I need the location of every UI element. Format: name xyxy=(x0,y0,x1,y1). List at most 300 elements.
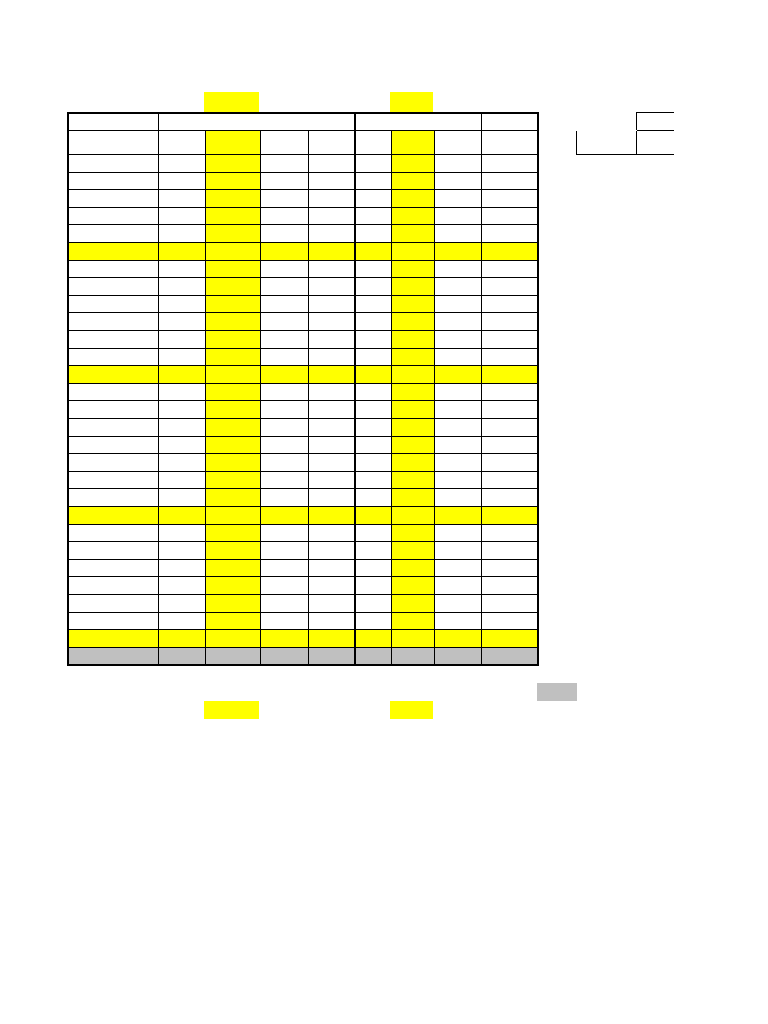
yd-a-cell xyxy=(308,559,355,577)
right-col-q-header xyxy=(637,130,675,154)
yd-b-cell xyxy=(481,313,538,331)
r-a-cell xyxy=(205,225,260,243)
total-md-b xyxy=(434,243,481,261)
yd-b-cell xyxy=(481,594,538,612)
yd-b-cell xyxy=(481,278,538,296)
right-grand-total-band xyxy=(537,683,577,701)
md-a-cell xyxy=(260,489,308,507)
md-b-cell xyxy=(434,419,481,437)
md-a-cell xyxy=(260,155,308,173)
table-row xyxy=(68,155,538,173)
yd-a-cell xyxy=(308,225,355,243)
r-a-cell xyxy=(205,155,260,173)
yd-a-cell xyxy=(308,207,355,225)
q-a-cell xyxy=(158,436,205,454)
q-b-cell xyxy=(355,471,391,489)
q-b-cell xyxy=(355,454,391,472)
q-b-cell xyxy=(355,225,391,243)
md-b-cell xyxy=(434,489,481,507)
r-a-cell xyxy=(205,295,260,313)
grand-total-r-a xyxy=(205,647,260,665)
q-b-cell xyxy=(355,331,391,349)
md-a-cell xyxy=(260,419,308,437)
blank-cell xyxy=(355,383,391,401)
r-b-cell xyxy=(391,207,434,225)
md-b-cell xyxy=(434,348,481,366)
label-row xyxy=(68,260,538,278)
right-header-blank xyxy=(577,113,637,131)
yd-b-cell xyxy=(481,612,538,630)
q-a-cell xyxy=(158,542,205,560)
yd-b-cell xyxy=(481,559,538,577)
blank-r-b-cell xyxy=(391,383,434,401)
blank-cell xyxy=(260,524,308,542)
r-a-cell xyxy=(205,331,260,349)
total-r-b xyxy=(391,506,434,524)
md-a-cell xyxy=(260,542,308,560)
md-b-cell xyxy=(434,225,481,243)
yd-b-cell xyxy=(481,172,538,190)
total-label xyxy=(68,243,158,261)
r-a-cell xyxy=(205,471,260,489)
frequency-cell xyxy=(68,524,158,542)
table-row xyxy=(68,225,538,243)
q-b-cell xyxy=(355,594,391,612)
blank-cell xyxy=(481,260,538,278)
md-b-cell xyxy=(434,207,481,225)
q-b-cell xyxy=(355,207,391,225)
md-a-cell xyxy=(260,594,308,612)
r-b-cell xyxy=(391,295,434,313)
r-b-cell xyxy=(391,278,434,296)
col-q-a-header xyxy=(158,131,205,155)
md-b-cell xyxy=(434,331,481,349)
yd-b-cell xyxy=(481,331,538,349)
yd-b-cell xyxy=(481,436,538,454)
r-b-cell xyxy=(391,594,434,612)
blank-cell xyxy=(158,260,205,278)
r-a-cell xyxy=(205,207,260,225)
blank-cell xyxy=(434,260,481,278)
md-b-cell xyxy=(434,454,481,472)
q-b-cell xyxy=(355,436,391,454)
frequency-cell xyxy=(68,278,158,296)
blank-r-b-cell xyxy=(391,260,434,278)
total-r-a xyxy=(205,630,260,648)
md-a-cell xyxy=(260,225,308,243)
variety-b-r-highlight-bottom xyxy=(390,701,433,719)
q-b-cell xyxy=(355,172,391,190)
table-row xyxy=(68,577,538,595)
table-row xyxy=(68,348,538,366)
blank-r-b-cell xyxy=(391,524,434,542)
md-b-cell xyxy=(434,436,481,454)
md-b-cell xyxy=(434,172,481,190)
frequency-cell xyxy=(68,542,158,560)
grand-total-yd-b xyxy=(481,647,538,665)
r-b-cell xyxy=(391,172,434,190)
blank-cell xyxy=(355,524,391,542)
table-row xyxy=(68,331,538,349)
frequency-cell xyxy=(68,436,158,454)
q-b-cell xyxy=(355,278,391,296)
r-b-cell xyxy=(391,559,434,577)
table-row xyxy=(68,454,538,472)
total-q-a xyxy=(158,630,205,648)
frequency-cell xyxy=(68,383,158,401)
r-b-cell xyxy=(391,436,434,454)
md-b-cell xyxy=(434,612,481,630)
blank-cell xyxy=(308,524,355,542)
col-yd-a-header xyxy=(308,131,355,155)
table-row xyxy=(68,419,538,437)
total-yd-a xyxy=(308,630,355,648)
total-q-b xyxy=(355,366,391,384)
blank-cell xyxy=(308,260,355,278)
frequency-cell xyxy=(68,489,158,507)
col-r-b-header xyxy=(391,131,434,155)
yd-a-cell xyxy=(308,172,355,190)
total-row xyxy=(68,366,538,384)
total-q-a xyxy=(158,366,205,384)
blank-r-a-cell xyxy=(205,524,260,542)
table-row xyxy=(68,278,538,296)
r-a-cell xyxy=(205,594,260,612)
header-blank-right xyxy=(481,113,538,131)
frequency-cell xyxy=(68,471,158,489)
col-md-b-header xyxy=(434,131,481,155)
col-q-b-header xyxy=(355,131,391,155)
total-yd-b xyxy=(481,366,538,384)
md-a-cell xyxy=(260,348,308,366)
total-yd-a xyxy=(308,506,355,524)
table-row xyxy=(68,313,538,331)
yd-a-cell xyxy=(308,454,355,472)
grand-total-q-b xyxy=(355,647,391,665)
blank-cell xyxy=(158,383,205,401)
q-a-cell xyxy=(158,278,205,296)
q-b-cell xyxy=(355,155,391,173)
blank-r-a-cell xyxy=(205,383,260,401)
total-yd-a xyxy=(308,243,355,261)
q-b-cell xyxy=(355,542,391,560)
md-a-cell xyxy=(260,207,308,225)
q-a-cell xyxy=(158,559,205,577)
right-frequency-header xyxy=(577,130,637,154)
r-a-cell xyxy=(205,190,260,208)
md-b-cell xyxy=(434,155,481,173)
r-a-cell xyxy=(205,489,260,507)
table-row xyxy=(68,542,538,560)
q-a-cell xyxy=(158,348,205,366)
q-b-cell xyxy=(355,348,391,366)
r-a-cell xyxy=(205,313,260,331)
total-yd-b xyxy=(481,243,538,261)
blank-cell xyxy=(308,401,355,419)
md-a-cell xyxy=(260,172,308,190)
blank-r-a-cell xyxy=(205,260,260,278)
total-row xyxy=(68,506,538,524)
blank-cell xyxy=(260,401,308,419)
md-a-cell xyxy=(260,454,308,472)
md-a-cell xyxy=(260,471,308,489)
r-b-cell xyxy=(391,313,434,331)
frequency-cell xyxy=(68,419,158,437)
total-row xyxy=(68,630,538,648)
total-r-b xyxy=(391,366,434,384)
q-b-cell xyxy=(355,559,391,577)
r-b-cell xyxy=(391,542,434,560)
r-a-cell xyxy=(205,348,260,366)
blank-cell xyxy=(308,383,355,401)
total-md-a xyxy=(260,630,308,648)
frequency-cell xyxy=(68,577,158,595)
r-a-cell xyxy=(205,436,260,454)
frequency-header xyxy=(68,131,158,155)
r-a-cell xyxy=(205,419,260,437)
yd-b-cell xyxy=(481,225,538,243)
blank-cell xyxy=(158,401,205,419)
q-b-cell xyxy=(355,612,391,630)
grand-total-md-b xyxy=(434,647,481,665)
md-a-cell xyxy=(260,278,308,296)
table-row xyxy=(68,471,538,489)
q-a-cell xyxy=(158,331,205,349)
variety-b-header xyxy=(355,113,481,131)
frequency-cell xyxy=(68,612,158,630)
table-row xyxy=(68,559,538,577)
r-a-cell xyxy=(205,542,260,560)
frequency-cell xyxy=(68,260,158,278)
yd-a-cell xyxy=(308,331,355,349)
q-a-cell xyxy=(158,313,205,331)
frequency-cell xyxy=(68,594,158,612)
frequency-cell xyxy=(68,172,158,190)
col-yd-b-header xyxy=(481,131,538,155)
q-a-cell xyxy=(158,594,205,612)
frequency-cell xyxy=(68,331,158,349)
right-demand-table xyxy=(576,112,674,155)
total-q-b xyxy=(355,630,391,648)
q-a-cell xyxy=(158,471,205,489)
q-a-cell xyxy=(158,295,205,313)
table-row xyxy=(68,612,538,630)
q-a-cell xyxy=(158,172,205,190)
variety-a-r-highlight-bottom xyxy=(204,701,259,719)
frequency-cell xyxy=(68,348,158,366)
q-b-cell xyxy=(355,313,391,331)
q-b-cell xyxy=(355,577,391,595)
label-row xyxy=(68,383,538,401)
q-a-cell xyxy=(158,419,205,437)
blank-cell xyxy=(355,401,391,419)
blank-r-a-cell xyxy=(205,401,260,419)
total-r-a xyxy=(205,366,260,384)
total-md-a xyxy=(260,243,308,261)
r-b-cell xyxy=(391,454,434,472)
r-b-cell xyxy=(391,489,434,507)
table-row xyxy=(68,295,538,313)
frequency-cell xyxy=(68,559,158,577)
total-md-a xyxy=(260,366,308,384)
variety-b-r-highlight-top xyxy=(390,92,433,113)
label-row xyxy=(68,524,538,542)
total-md-a xyxy=(260,506,308,524)
q-b-cell xyxy=(355,190,391,208)
blank-cell xyxy=(434,401,481,419)
frequency-cell xyxy=(68,295,158,313)
r-b-cell xyxy=(391,612,434,630)
md-a-cell xyxy=(260,331,308,349)
r-a-cell xyxy=(205,559,260,577)
yd-a-cell xyxy=(308,313,355,331)
yd-b-cell xyxy=(481,471,538,489)
q-a-cell xyxy=(158,155,205,173)
yd-b-cell xyxy=(481,295,538,313)
md-b-cell xyxy=(434,295,481,313)
q-a-cell xyxy=(158,225,205,243)
yd-b-cell xyxy=(481,542,538,560)
blank-cell xyxy=(260,383,308,401)
md-b-cell xyxy=(434,559,481,577)
r-a-cell xyxy=(205,577,260,595)
yd-b-cell xyxy=(481,489,538,507)
blank-cell xyxy=(434,524,481,542)
yd-a-cell xyxy=(308,577,355,595)
r-a-cell xyxy=(205,278,260,296)
q-a-cell xyxy=(158,190,205,208)
r-b-cell xyxy=(391,471,434,489)
md-a-cell xyxy=(260,436,308,454)
total-r-b xyxy=(391,630,434,648)
md-a-cell xyxy=(260,190,308,208)
r-a-cell xyxy=(205,172,260,190)
total-yd-b xyxy=(481,630,538,648)
md-a-cell xyxy=(260,313,308,331)
yd-a-cell xyxy=(308,542,355,560)
yd-b-cell xyxy=(481,454,538,472)
r-b-cell xyxy=(391,190,434,208)
md-b-cell xyxy=(434,471,481,489)
total-md-b xyxy=(434,506,481,524)
right-table-clip xyxy=(576,112,674,702)
frequency-cell xyxy=(68,313,158,331)
yd-a-cell xyxy=(308,436,355,454)
total-label xyxy=(68,366,158,384)
q-a-cell xyxy=(158,207,205,225)
frequency-cell xyxy=(68,155,158,173)
right-header-top xyxy=(637,113,675,131)
yd-a-cell xyxy=(308,155,355,173)
yd-b-cell xyxy=(481,207,538,225)
r-b-cell xyxy=(391,577,434,595)
frequency-cell xyxy=(68,454,158,472)
grand-total-r-b xyxy=(391,647,434,665)
yd-a-cell xyxy=(308,278,355,296)
blank-cell xyxy=(158,524,205,542)
grand-total-label xyxy=(68,647,158,665)
total-q-a xyxy=(158,506,205,524)
md-b-cell xyxy=(434,594,481,612)
header-blank xyxy=(68,113,158,131)
r-b-cell xyxy=(391,419,434,437)
label-row xyxy=(68,401,538,419)
blank-cell xyxy=(260,260,308,278)
r-b-cell xyxy=(391,348,434,366)
r-b-cell xyxy=(391,331,434,349)
table-row xyxy=(68,172,538,190)
r-b-cell xyxy=(391,225,434,243)
col-r-a-header xyxy=(205,131,260,155)
blank-cell xyxy=(481,401,538,419)
grand-total-md-a xyxy=(260,647,308,665)
yd-b-cell xyxy=(481,190,538,208)
yd-a-cell xyxy=(308,419,355,437)
total-q-b xyxy=(355,506,391,524)
total-row xyxy=(68,243,538,261)
demand-table xyxy=(67,112,539,666)
yd-a-cell xyxy=(308,190,355,208)
grand-total-yd-a xyxy=(308,647,355,665)
grand-total-q-a xyxy=(158,647,205,665)
variety-a-header xyxy=(158,113,355,131)
yd-b-cell xyxy=(481,155,538,173)
q-b-cell xyxy=(355,419,391,437)
table-row xyxy=(68,207,538,225)
r-a-cell xyxy=(205,454,260,472)
q-a-cell xyxy=(158,454,205,472)
yd-a-cell xyxy=(308,594,355,612)
table-row xyxy=(68,436,538,454)
total-r-a xyxy=(205,506,260,524)
frequency-cell xyxy=(68,225,158,243)
md-a-cell xyxy=(260,559,308,577)
col-md-a-header xyxy=(260,131,308,155)
r-b-cell xyxy=(391,155,434,173)
total-q-b xyxy=(355,243,391,261)
frequency-cell xyxy=(68,190,158,208)
yd-a-cell xyxy=(308,489,355,507)
blank-r-b-cell xyxy=(391,401,434,419)
total-label xyxy=(68,630,158,648)
md-b-cell xyxy=(434,542,481,560)
md-b-cell xyxy=(434,278,481,296)
total-r-a xyxy=(205,243,260,261)
md-b-cell xyxy=(434,313,481,331)
yd-a-cell xyxy=(308,612,355,630)
q-a-cell xyxy=(158,489,205,507)
md-b-cell xyxy=(434,577,481,595)
table-row xyxy=(68,594,538,612)
frequency-cell xyxy=(68,401,158,419)
yd-a-cell xyxy=(308,471,355,489)
blank-cell xyxy=(434,383,481,401)
blank-cell xyxy=(355,260,391,278)
total-md-b xyxy=(434,366,481,384)
blank-cell xyxy=(481,524,538,542)
md-a-cell xyxy=(260,577,308,595)
r-a-cell xyxy=(205,612,260,630)
frequency-cell xyxy=(68,207,158,225)
total-yd-b xyxy=(481,506,538,524)
md-a-cell xyxy=(260,295,308,313)
total-r-b xyxy=(391,243,434,261)
q-b-cell xyxy=(355,489,391,507)
yd-a-cell xyxy=(308,295,355,313)
table-row xyxy=(68,489,538,507)
total-q-a xyxy=(158,243,205,261)
variety-a-r-highlight-top xyxy=(204,92,259,113)
